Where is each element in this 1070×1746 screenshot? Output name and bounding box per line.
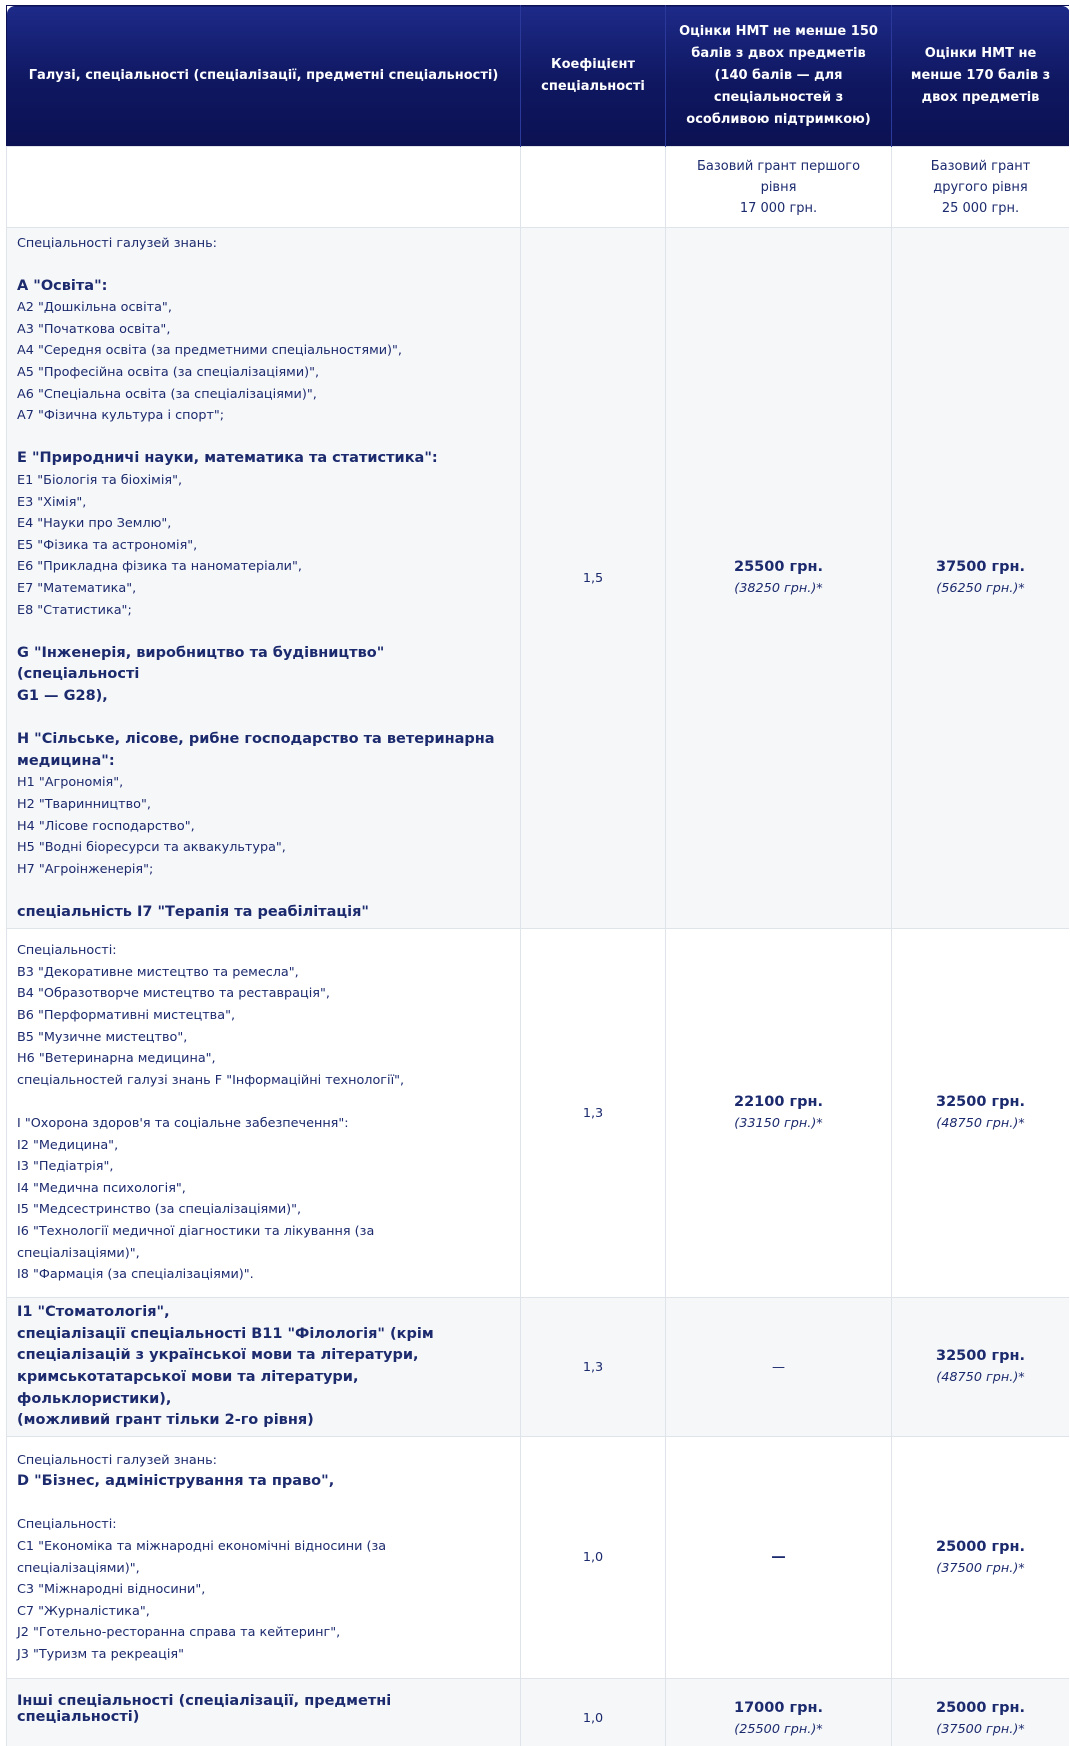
table-row [7, 1679, 1070, 1746]
row2-specialties: Спеціальності: В3 "Декоративне мистецтво та ремесла", В4 "Образотворче мистецтво та реставрація", В6 "Перформативні мистецтва", В5 "Музичне мистецтво", Н6 "Ветеринарна медицина", спеціальностей галузі знань F "Інформаційні технології", І "Охорона здоров'я та соціальне забезпечення": І2 "Медицина", І3 "Педіатрія", І4 "Медична психологія", І5 "Медсестринство (за спеціалізаціями)", І6 "Технології медичної діагностики та лікування (за спеціалізаціями)", І8 "Фармація (за спеціалізаціями)". [7, 929, 521, 1298]
row2-coefficient: 1,3 [521, 929, 666, 1298]
table-row [7, 1298, 1070, 1437]
table-row-base-grant [7, 147, 1070, 228]
row3-grant-level-2: 32500 грн. (48750 грн.)* [892, 1298, 1070, 1437]
row4-specialties: Спеціальності галузей знань: D "Бізнес, адміністрування та право", Спеціальності: С1 "Економіка та міжнародні економічні відносини (за спеціалізаціями)", С3 "Міжнародні відносини", С7 "Журналістика", J2 "Готельно-ресторанна справа та кейтеринг", J3 "Туризм та рекреація" [7, 1437, 521, 1679]
row1-specialties: Спеціальності галузей знань: А "Освіта": А2 "Дошкільна освіта", А3 "Початкова освіта", А4 "Середня освіта (за предметними спеціальностями)", А5 "Професійна освіта (за спеціалізаціями)", А6 "Спеціальна освіта (за спеціалізаціями)", А7 "Фізична культура і спорт"; Е "Природничі науки, математика та статистика": Е1 "Біологія та біохімія", Е3 "Хімія", Е4 "Науки про Землю", Е5 "Фізика та астрономія", Е6 "Прикладна фізика та наноматеріали", Е7 "Математика", Е8 "Статистика"; G "Інженерія, виробництво та будівництво" (спеціальності G1 — G28), Н "Сільське, лісове, рибне господарство та ветеринарна медицина": Н1 "Агрономія", Н2 "Тваринництво", Н4 "Лісове господарство", Н5 "Водні біоресурси та аквакультура", Н7 "Агроінженерія"; спеціальність І7 "Терапія та реабілітація" [7, 228, 521, 929]
row2-grant-level-2: 32500 грн. (48750 грн.)* [892, 929, 1070, 1298]
table-row [7, 929, 1070, 1298]
base-grant-level-1: Базовий грант першого рівня 17 000 грн. [666, 147, 892, 228]
table-row [7, 228, 1070, 929]
row4-grant-level-1: — [666, 1437, 892, 1679]
row4-grant-level-2: 25000 грн. (37500 грн.)* [892, 1437, 1070, 1679]
row3-coefficient: 1,3 [521, 1298, 666, 1437]
row3-specialties: І1 "Стоматологія", спеціалізації спеціальності В11 "Філологія" (крім спеціалізацій з української мови та літератури, кримськотатарської мови та літератури, фольклористики), (можливий грант тільки 2-го рівня) [7, 1298, 521, 1437]
grant-table [6, 5, 1069, 1746]
row1-grant-level-2: 37500 грн. (56250 грн.)* [892, 228, 1070, 929]
row5-grant-level-2: 25000 грн. (37500 грн.)* [892, 1679, 1070, 1746]
row5-specialties: Інші спеціальності (спеціалізації, предметні спеціальності) [7, 1679, 521, 1746]
base-grant-level-2: Базовий грант другого рівня 25 000 грн. [892, 147, 1070, 228]
row3-grant-level-1: — [666, 1298, 892, 1437]
base-cell-empty-coef [521, 147, 666, 228]
row4-coefficient: 1,0 [521, 1437, 666, 1679]
row1-grant-level-1: 25500 грн. (38250 грн.)* [666, 228, 892, 929]
header-specialties: Галузі, спеціальності (спеціалізації, предметні спеціальності) [7, 6, 521, 147]
table-row [7, 1437, 1070, 1679]
row1-coefficient: 1,5 [521, 228, 666, 929]
grant-table-container [6, 5, 1069, 1746]
header-coefficient: Коефіцієнт спеціальності [521, 6, 666, 147]
row5-grant-level-1: 17000 грн. (25500 грн.)* [666, 1679, 892, 1746]
header-grant-level-1: Оцінки НМТ не менше 150 балів з двох предметів (140 балів — для спеціальностей з особливою підтримкою) [666, 6, 892, 147]
table-header-row [7, 6, 1070, 147]
base-cell-empty [7, 147, 521, 228]
row5-coefficient: 1,0 [521, 1679, 666, 1746]
row2-grant-level-1: 22100 грн. (33150 грн.)* [666, 929, 892, 1298]
header-grant-level-2: Оцінки НМТ не менше 170 балів з двох предметів [892, 6, 1070, 147]
